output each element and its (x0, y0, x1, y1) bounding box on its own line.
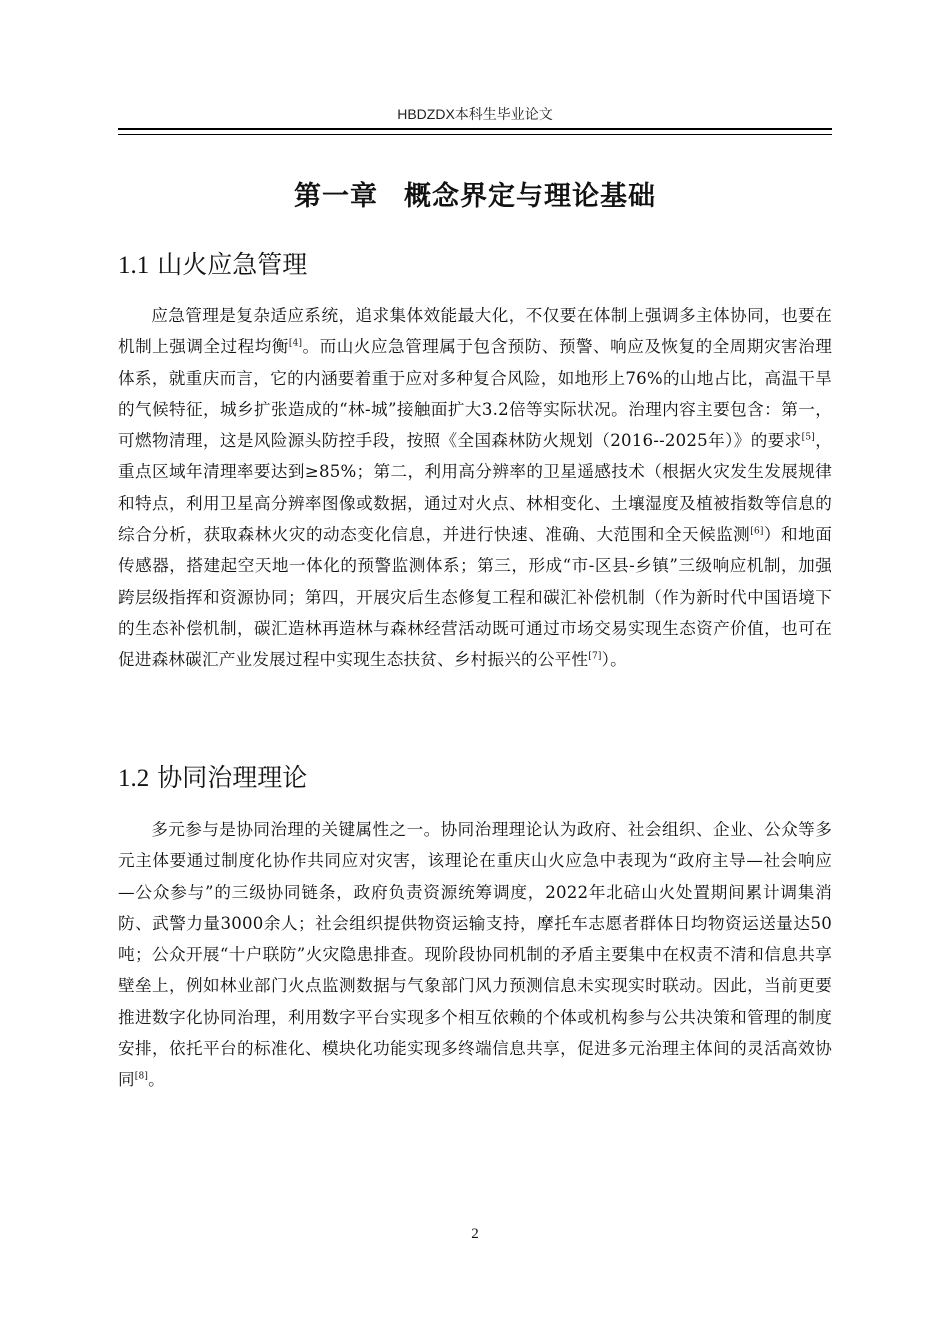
citation-ref: [8] (134, 1071, 149, 1082)
chapter-title (118, 174, 832, 213)
chapter-name: 概念界定与理论基础 (404, 181, 656, 212)
section-title: 山火应急管理 (157, 250, 308, 279)
section-heading-1-1 (118, 245, 832, 281)
chapter-label: 第一章 (294, 181, 378, 212)
section-number: 1.2 (118, 765, 150, 792)
header-rule-thick (118, 128, 832, 130)
citation-ref: [5] (801, 432, 816, 443)
paragraph-text: 。而山火应急管理属于包含预防、预警、响应及恢复的全周期灾害治理体系，就重庆而言，它的内涵要着重于应对多种复合风险，如地形上76%的山地占比，高温干旱的气候特征，城乡扩张造成的“林-城”接触面扩大3.2倍等实际状况。治理内容主要包含：第一，可燃物清理，这是风险源头防控手段，按照《全国森林防火规划（2016--2025年）》的要求 (118, 337, 832, 451)
section-number: 1.1 (118, 252, 150, 279)
section-heading-1-2 (118, 758, 832, 794)
paragraph-text: ）和地面传感器，搭建起空天地一体化的预警监测体系；第三，形成“市-区县-乡镇”三级响应机制，加强跨层级指挥和资源协同；第四，开展灾后生态修复工程和碳汇补偿机制（作为新时代中国语境下的生态补偿机制，碳汇造林再造林与森林经营活动既可通过市场交易实现生态资产价值，也可在促进森林碳汇产业发展过程中实现生态扶贫、乡村振兴的公平性 (118, 525, 832, 670)
paragraph-text: 应急管理是复杂适应系统，追求集体效能最大化，不仅要在体制上强调多主体协同，也要在机制上强调全过程均衡 (118, 306, 832, 357)
running-header: HBDZDX本科生毕业论文 (397, 106, 553, 122)
paragraph-text: 多元参与是协同治理的关键属性之一。协同治理理论认为政府、社会组织、企业、公众等多元主体要通过制度化协作共同应对灾害，该理论在重庆山火应急中表现为“政府主导—社会响应—公众参与”的三级协同链条，政府负责资源统筹调度，2022年北碚山火处置期间累计调集消防、武警力量3000余人；社会组织提供物资运输支持，摩托车志愿者群体日均物资运送量达50吨；公众开展“十户联防”火灾隐患排查。现阶段协同机制的矛盾主要集中在权责不清和信息共享壁垒上，例如林业部门火点监测数据与气象部门风力预测信息未实现实时联动。因此，当前更要推进数字化协同治理，利用数字平台实现多个相互依赖的个体或机构参与公共决策和管理的制度安排，依托平台的标准化、模块化功能实现多终端信息共享，促进多元治理主体间的灵活高效协同 (118, 820, 832, 1090)
section-1-1-paragraph (118, 300, 832, 676)
header-rule-thin (118, 134, 832, 135)
paragraph-text: ，重点区域年清理率要达到≥85%；第二，利用高分辨率的卫星遥感技术（根据火灾发生发展规律和特点，利用卫星高分辨率图像或数据，通过对火点、林相变化、土壤湿度及植被指数等信息的综合分析，获取森林火灾的动态变化信息，并进行快速、准确、大范围和全天候监测 (118, 431, 833, 545)
citation-ref: [6] (750, 526, 764, 537)
paragraph-text: ）。 (601, 650, 627, 670)
citation-ref: [7] (588, 651, 602, 662)
section-1-2-paragraph (118, 814, 832, 1096)
citation-ref: [4] (288, 338, 303, 349)
page-number: 2 (471, 1226, 479, 1242)
section-title: 协同治理理论 (157, 763, 308, 792)
paragraph-text: 。 (148, 1070, 165, 1090)
